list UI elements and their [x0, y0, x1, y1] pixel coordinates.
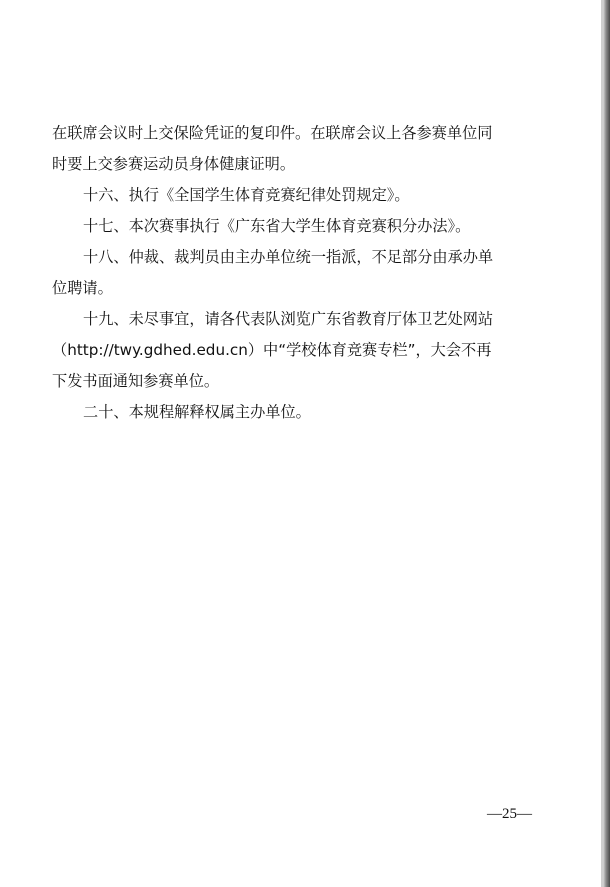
- document-body: [52, 118, 542, 428]
- paragraph-line: 位聘请。: [52, 279, 113, 297]
- paragraph-line: 时要上交参赛运动员身体健康证明。: [52, 155, 295, 173]
- page-edge: [603, 0, 610, 887]
- article-19: 十九、未尽事宜，请各代表队浏览广东省教育厅体卫艺处网站: [83, 310, 494, 328]
- paragraph-line: 下发书面通知参赛单位。: [52, 372, 220, 390]
- article-16: 十六、执行《全国学生体育竞赛纪律处罚规定》。: [83, 186, 410, 204]
- paragraph-line: 在联席会议时上交保险凭证的复印件。在联席会议上各参赛单位同: [52, 124, 493, 142]
- article-18: 十八、仲裁、裁判员由主办单位统一指派，不足部分由承办单: [83, 248, 494, 266]
- article-20: 二十、本规程解释权属主办单位。: [83, 403, 311, 421]
- paragraph-line: （http://twy.gdhed.edu.cn）中“学校体育竞赛专栏”，大会不再: [52, 341, 492, 359]
- page-number: —25—: [487, 806, 532, 822]
- article-17: 十七、本次赛事执行《广东省大学生体育竞赛积分办法》。: [83, 217, 471, 235]
